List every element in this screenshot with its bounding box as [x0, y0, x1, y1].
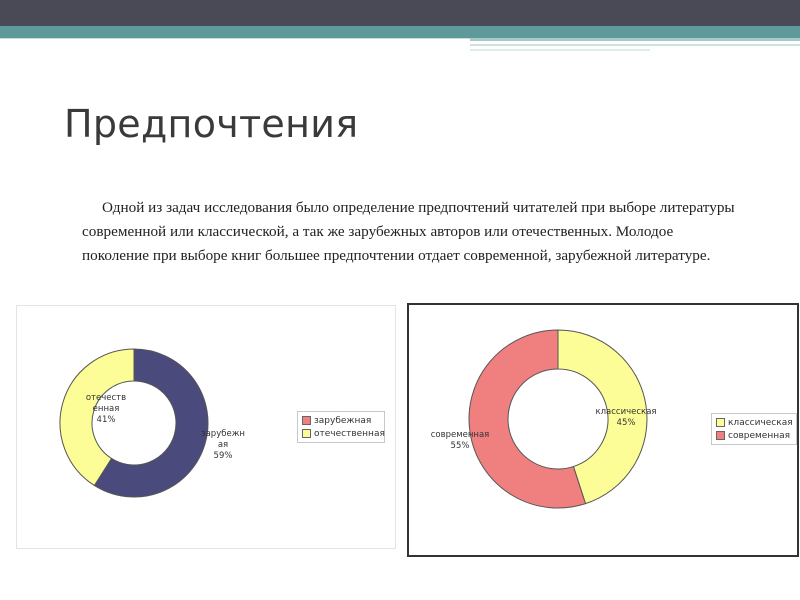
slide-title: Предпочтения — [64, 102, 359, 146]
header-stripe — [470, 44, 800, 46]
slice-label-зарубежная: зарубежн ая 59% — [201, 429, 245, 461]
legend-swatch — [716, 418, 725, 427]
chart-legend — [297, 411, 385, 443]
chart-origin-preference — [16, 305, 396, 549]
legend-label: зарубежная — [314, 415, 372, 426]
slice-label-классическая: классическая 45% — [595, 407, 657, 428]
legend-item — [716, 429, 792, 442]
header-bar — [0, 0, 800, 26]
legend-item — [716, 416, 792, 429]
chart-legend — [711, 413, 797, 445]
legend-label: современная — [728, 430, 791, 441]
slide-body-text: Одной из задач исследования было определение предпочтений читателей при выборе литературы современной или классической, а так же зарубежных авторов или отечественных. Молодое поколение при выборе книг большее предпочтении отдает современной, зарубежной литературе. — [82, 199, 735, 264]
legend-swatch — [716, 431, 725, 440]
header-accent-bar — [0, 26, 800, 38]
header-stripe — [470, 49, 650, 51]
legend-label: классическая — [728, 417, 793, 428]
slice-label-отечественная: отечеств енная 41% — [85, 393, 127, 425]
chart-era-preference — [407, 303, 799, 557]
legend-swatch — [302, 416, 311, 425]
legend-item — [302, 414, 380, 427]
legend-swatch — [302, 429, 311, 438]
header-stripe — [470, 38, 800, 41]
legend-item — [302, 427, 385, 440]
slice-label-современная: современная 55% — [430, 430, 490, 451]
legend-label: отечественная — [314, 428, 385, 439]
